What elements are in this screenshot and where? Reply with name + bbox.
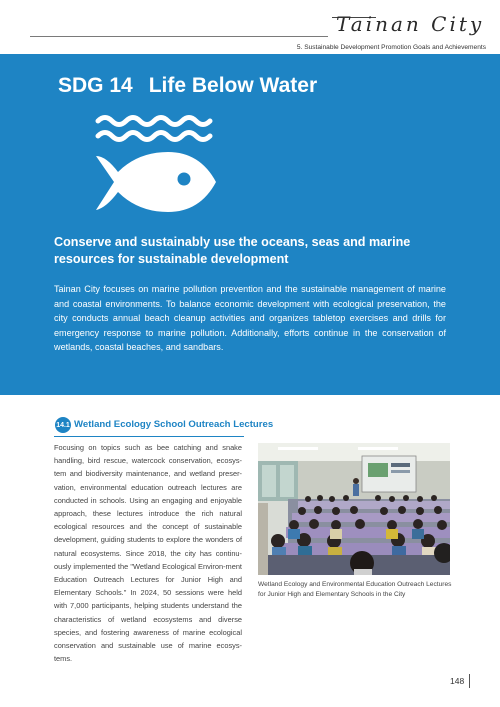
section-rule	[54, 436, 244, 437]
section-title: Wetland Ecology School Outreach Lectures	[74, 419, 274, 430]
waves-icon	[98, 118, 210, 140]
sdg-heading: Conserve and sustainably use the oceans, seas and marine resources for sustainable development	[54, 235, 411, 266]
photo-caption: Wetland Ecology and Environmental Education Outreach Lectures for Junior High and Elementary Schools in the City	[258, 581, 452, 598]
sdg-intro: Tainan City focuses on marine pollution prevention and the sustainable management of marine and coastal environments. To balance economic development with ecological preservation, the city conducts annual beach cleanup activities and organizes tabletop exercises and drills for emergency response to marine pollution. Additionally, efforts continue in the conservation of wetlands, coastal beaches, and sandbars.	[54, 284, 446, 353]
chapter-subtitle: 5. Sustainable Development Promotion Goals and Achievements	[296, 44, 486, 51]
sdg-title	[58, 74, 317, 98]
section-number-badge: 14.1	[55, 417, 71, 433]
sdg-code: SDG 14	[58, 74, 133, 97]
sdg-name: Life Below Water	[148, 74, 318, 97]
page-number: 148	[450, 676, 465, 686]
brand-logo: Tainan City	[336, 12, 485, 36]
fish-icon	[96, 152, 216, 212]
sdg14-emblem	[92, 112, 220, 216]
section-body: Focusing on topics such as bee catching and snake handling, bird rescue, watercock conservation, ecosys-tem and biodiversity maintenance, and wetland preser-vation, environmental education outreach lectures are conducted in schools. Using an engaging and enjoyable approach, these lectures introduce the rich natural ecological resources and the concept of sustainable development, guiding students to explore the wonders of natural ecosystems. Since 2018, the city has continu-ously implemented the "Wetland Ecological Environ-ment Education Outreach Lectures for Junior High and Elementary Schools." In 2024, 50 sessions were held with 7,000 participants, helping students understand the characteristics of wetland ecosystems and diverse species, and fostering awareness of marine ecological conservation and sustainable use of marine ecosys-tems.	[54, 443, 242, 664]
lecture-photo	[258, 443, 450, 575]
page-number-bar	[469, 674, 470, 688]
header-rule	[30, 36, 328, 37]
